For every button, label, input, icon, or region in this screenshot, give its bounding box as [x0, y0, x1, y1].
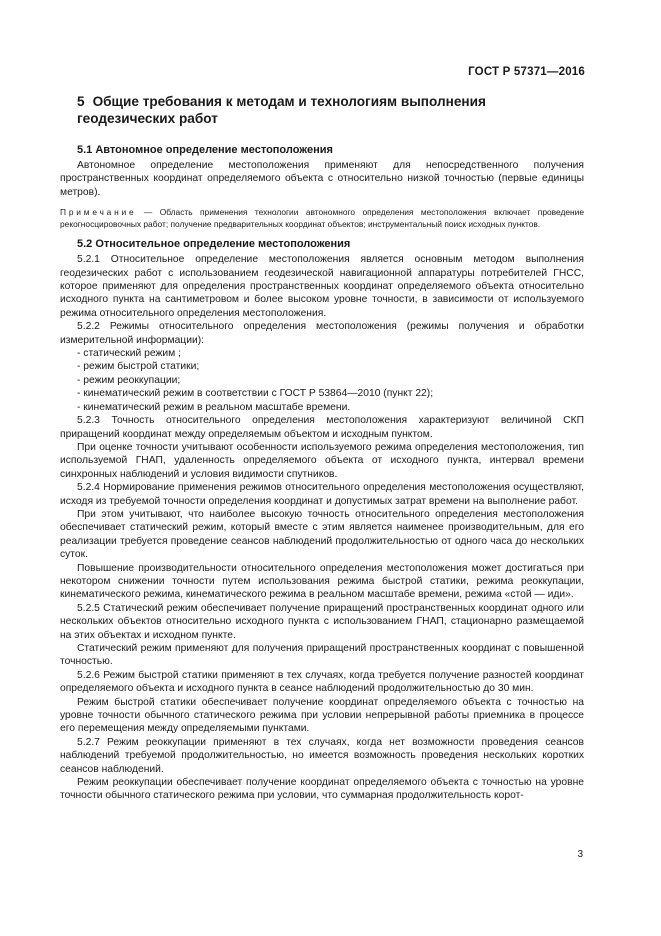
- paragraph-5-2-4: 5.2.4 Нормирование применения режимов относительного определения местоположения осуществляют, исходя из требуемой точности определения координат и допустимых затрат времени на выполнение работ.: [60, 482, 584, 507]
- note: [60, 207, 584, 230]
- list-item: - статический режим ;: [77, 348, 181, 360]
- list-item: - режим реоккупации;: [77, 374, 181, 386]
- paragraph-5-2-2: 5.2.2 Режимы относительного определения местоположения (режимы получения и обработки измерительной информации):: [60, 321, 584, 346]
- paragraph-5-1: Автономное определение местоположения применяют для непосредственного получения пространственных координат определяемого объекта с относительно низкой точностью (первые единицы метров).: [60, 160, 584, 198]
- paragraph-5-2-5-b: Статический режим применяют для получения приращений пространственных координат с повышенной точностью.: [60, 643, 584, 668]
- paragraph-5-2-7: 5.2.7 Режим реоккупации применяют в тех случаях, когда нет возможности проведения сеансов наблюдений требуемой продолжительностью, но имеется возможность проведения нескольких коротких сеансов наблюдений.: [60, 736, 584, 775]
- note-label: Примечание: [60, 207, 137, 218]
- paragraph-5-2-3-b: При оценке точности учитывают особенности используемого режима определения местоположения, тип используемой ГНАП, удаленность определяемого объекта от исходного пункта, интервал времени синхронных наблюдений и условия видимости спутников.: [60, 441, 584, 480]
- list-item: - кинематический режим в соответствии с ГОСТ Р 53864—2010 (пункт 22);: [77, 388, 434, 400]
- standard-header: ГОСТ Р 57371—2016: [468, 66, 585, 78]
- subsection-5-1-title: 5.1 Автономное определение местоположения: [77, 144, 333, 156]
- list-item: - кинематический режим в реальном масштабе времени.: [77, 401, 351, 413]
- paragraph-5-2-7-b: Режим реоккупации обеспечивает получение координат определяемого объекта с точностью на уровне точности обычного статического режима при условии, что суммарная продолжительность корот-: [60, 777, 584, 802]
- note-text: — Область применения технологии автономного определения местоположения включает проведение рекогносцировочных работ; получение предварительных координат объектов; инструментальный поиск исходных пунктов.: [60, 207, 584, 229]
- section-title: Общие требования к методам и технологиям выполнения геодезических работ: [77, 94, 486, 126]
- paragraph-5-2-5: 5.2.5 Статический режим обеспечивает получение приращений пространственных координат одного или нескольких объектов относительно исходного пункта с использованием ГНАП, стационарно размещаемой на этих объектах и исходном пункте.: [60, 602, 584, 641]
- paragraph-5-2-1: 5.2.1 Относительное определение местоположения является основным методом выполнения геодезических работ с использованием геодезической навигационной аппаратуры потребителей ГНСС, которое применяют для определения пространственных координат определяемого объекта относительно исходного пункта на сантиметровом и более высоком уровне точности, в зависимости от используемого режима относительного определения местоположения.: [60, 254, 584, 319]
- section-number: 5: [77, 94, 85, 109]
- paragraph-5-2-4-c: Повышение производительности относительного определения местоположения может достигаться при некотором снижении точности путем использования режима быстрой статики, режима реоккупации, кинематического режима, кинематического режима в реальном масштабе времени, режима «стой — иди».: [60, 562, 584, 601]
- paragraph-5-2-4-b: При этом учитывают, что наиболее высокую точность относительного определения местоположения обеспечивает статический режим, который вместе с этим является наименее производительным, для его реализации требуется проведение сеансов наблюдений продолжительностью от одного часа до нескольких суток.: [60, 508, 584, 561]
- page-number: 3: [577, 849, 583, 860]
- subsection-5-2-title: 5.2 Относительное определение местоположения: [77, 238, 351, 251]
- paragraph-5-2-6: 5.2.6 Режим быстрой статики применяют в тех случаях, когда требуется получение разностей координат определяемого объекта и исходного пункта в сеансе наблюдений продолжительностью до 30 мин.: [60, 669, 584, 695]
- page-content: [60, 93, 584, 803]
- section-heading: [77, 93, 584, 127]
- paragraph-5-2-3: 5.2.3 Точность относительного определения местоположения характеризуют величиной СКП приращений координат между определяемым объектом и исходным пунктом.: [60, 415, 584, 440]
- list-item: - режим быстрой статики;: [77, 361, 200, 373]
- paragraph-5-2-6-b: Режим быстрой статики обеспечивает получение координат определяемого объекта с точностью на уровне точности обычного статического режима при условии непрерывной работы приемника в процессе его перемещения между определяемыми пунктами.: [60, 696, 584, 735]
